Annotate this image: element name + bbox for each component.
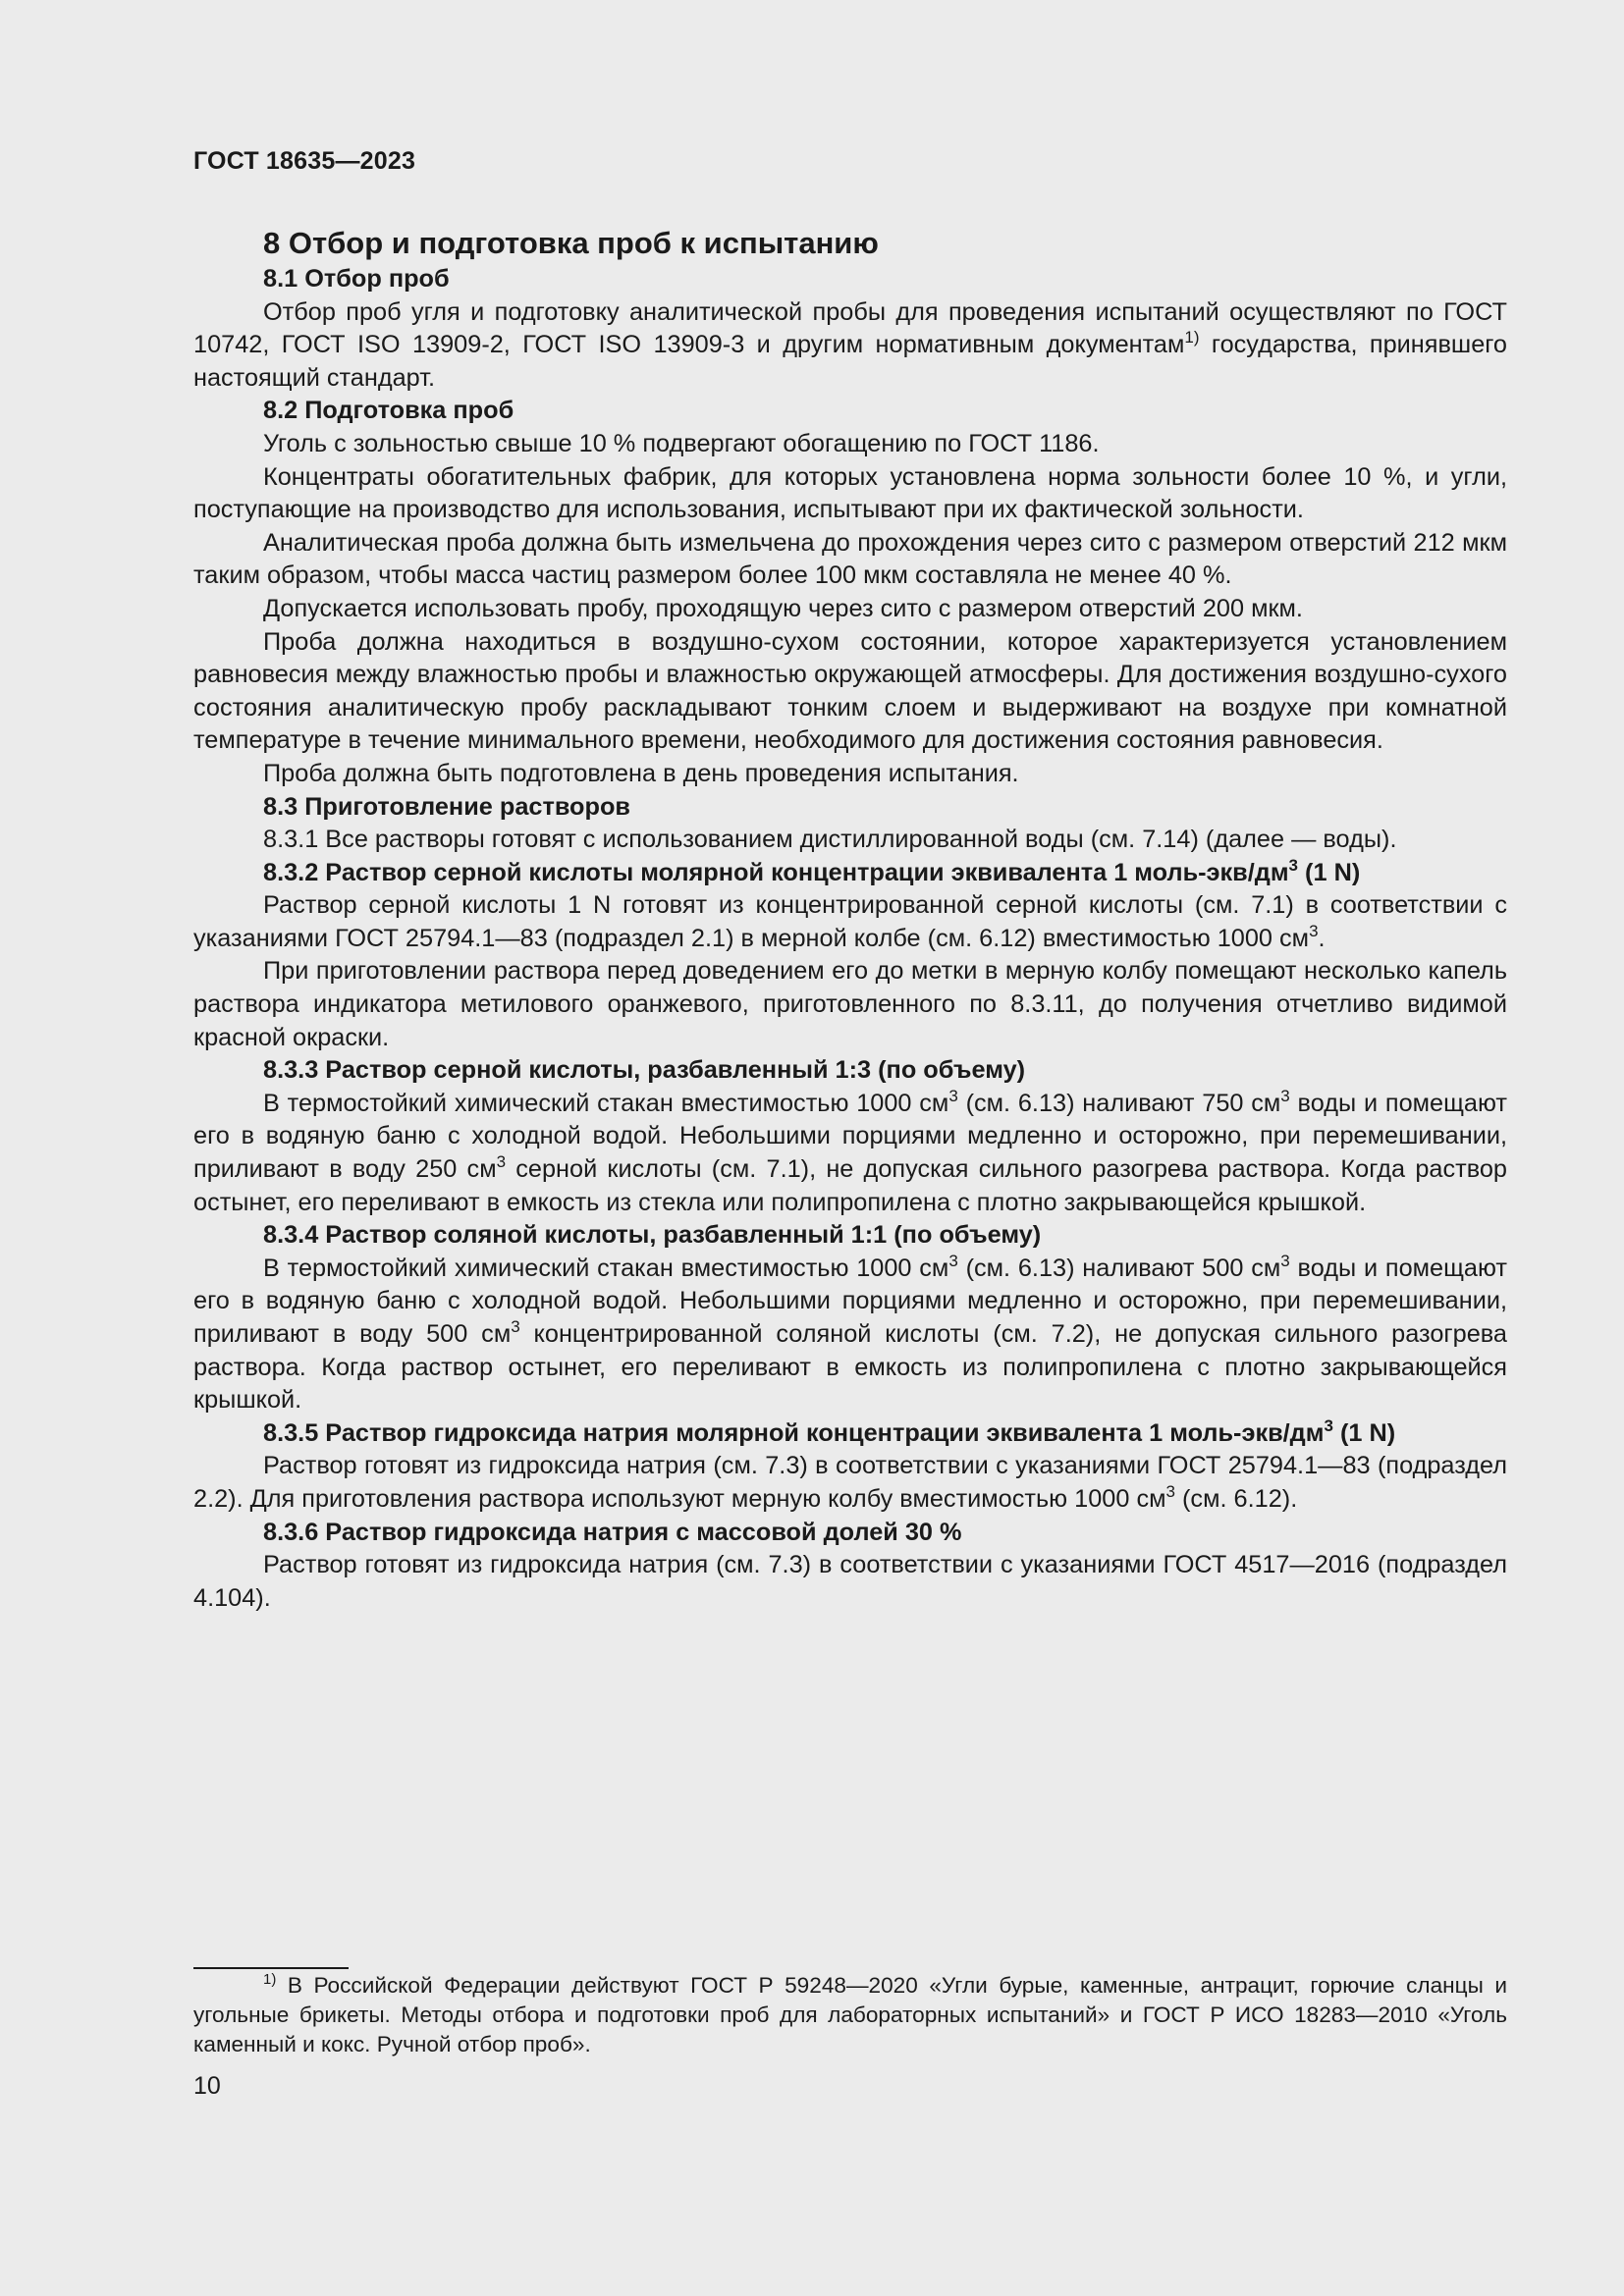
footnote-ref: 1): [1184, 328, 1200, 347]
paragraph-8-2-2: Концентраты обогатительных фабрик, для которых установлена норма зольности более 10 %, и угли, поступающие на производство для использования, испытывают при их фактической зольности.: [193, 462, 1507, 524]
superscript: 3: [948, 1086, 958, 1105]
clause-title-text: 8.3.4 Раствор соляной кислоты, разбавленный 1:1 (по объему): [263, 1221, 1042, 1250]
paragraph-text: В термостойкий химический стакан вместимостью 1000 см: [263, 1254, 949, 1282]
paragraph-text: .: [1318, 924, 1326, 952]
superscript: 3: [948, 1251, 958, 1270]
clause-8-3-6-paragraph: Раствор готовят из гидроксида натрия (см. 7.3) в соответствии с указаниями ГОСТ 4517—2016 (подраздел 4.104).: [193, 1551, 1507, 1612]
footnote-mark: 1): [263, 1971, 277, 1988]
footnote: [193, 1971, 1507, 2059]
paragraph-8-2-6: Проба должна быть подготовлена в день проведения испытания.: [263, 759, 1019, 787]
superscript: 3: [1324, 1415, 1333, 1435]
superscript: 3: [1165, 1481, 1175, 1501]
footnote-text: В Российской Федерации действуют ГОСТ Р 59248—2020 «Угли бурые, каменные, антрацит, горючие сланцы и угольные брикеты. Методы отбора и подготовки проб для лабораторных испытаний» и ГОСТ Р ИСО 18283—2010 «Уголь каменный и кокс. Ручной отбор проб».: [193, 1973, 1507, 2056]
clause-8-3-1: 8.3.1 Все растворы готовят с использованием дистиллированной воды (см. 7.14) (далее — воды).: [263, 826, 1397, 854]
paragraph-text: концентрированной соляной кислоты (см. 7.2), не допуская сильного разогрева раствора. Когда раствор остынет, его переливают в емкость из полипропилена с плотно закрывающейся крышкой.: [193, 1320, 1507, 1415]
superscript: 3: [1288, 855, 1299, 875]
clause-8-3-2-title: [193, 857, 1507, 890]
clause-title-text: (1 N): [1298, 858, 1361, 886]
clause-title-text: 8.3.5 Раствор гидроксида натрия молярной концентрации эквивалента 1 моль-экв/дм: [263, 1418, 1325, 1447]
superscript: 3: [1280, 1086, 1290, 1105]
clause-8-3-3-title: [193, 1054, 1507, 1088]
paragraph-text: Раствор готовят из гидроксида натрия (см. 7.3) в соответствии с указаниями ГОСТ 25794.1—83 (подраздел 2.2). Для приготовления раствора используют мерную колбу вместимостью 1000 см: [193, 1452, 1507, 1513]
clause-8-3-5-paragraph: [193, 1450, 1507, 1516]
clause-8-3-4-title: [193, 1219, 1507, 1253]
paragraph-text: В термостойкий химический стакан вместимостью 1000 см: [263, 1089, 949, 1117]
clause-title-text: 8.3.3 Раствор серной кислоты, разбавленный 1:3 (по объему): [263, 1056, 1026, 1085]
subsection-title-8-1: 8.1 Отбор проб: [263, 265, 450, 293]
paragraph-text: серной кислоты (см. 7.1), не допуская сильного разогрева раствора. Когда раствор остынет, его переливают в емкость из стекла или полипропилена с плотно закрывающейся крышкой.: [193, 1155, 1507, 1216]
superscript: 3: [1280, 1251, 1290, 1270]
paragraph-text: Отбор проб угля и подготовку аналитической пробы для проведения испытаний осуществляют по ГОСТ 10742, ГОСТ ISO 13909-2, ГОСТ ISO 13909-3 и другим нормативным документам: [193, 297, 1507, 359]
page-content: [193, 224, 1507, 1615]
clause-8-3-6-title: [193, 1517, 1507, 1550]
superscript: 3: [1309, 921, 1319, 940]
clause-8-3-3-paragraph: [193, 1088, 1507, 1219]
paragraph-text: (см. 6.12).: [1174, 1484, 1298, 1513]
clause-8-3-2-paragraph-1: [193, 889, 1507, 955]
subsection-title-8-2: 8.2 Подготовка проб: [263, 397, 514, 425]
section-title: 8 Отбор и подготовка проб к испытанию: [263, 226, 879, 260]
superscript: 3: [496, 1152, 507, 1172]
paragraph-8-2-5: Проба должна находиться в воздушно-сухом состоянии, которое характеризуется установлением равновесия между влажностью пробы и влажностью окружающей атмосферы. Для достижения воздушно-сухого состояния аналитическую пробу раскладывают тонким слоем и выдерживают на воздухе при комнатной температуре в течение минимального времени, необходимого для достижения состояния равновесия.: [193, 627, 1507, 755]
paragraph-8-1: [193, 296, 1507, 396]
clause-title-text: 8.3.2 Раствор серной кислоты молярной концентрации эквивалента 1 моль-экв/дм: [263, 858, 1289, 886]
clause-8-3-2-paragraph-2: При приготовлении раствора перед доведением его до метки в мерную колбу помещают несколько капель раствора индикатора метилового оранжевого, приготовленного по 8.3.11, до получения отчетливо видимой красной окраски.: [193, 957, 1507, 1051]
superscript: 3: [511, 1317, 520, 1336]
subsection-title-8-3: 8.3 Приготовление растворов: [263, 792, 630, 821]
paragraph-text: воды и помещают его в водяную баню с холодной водой. Небольшими порциями медленно и осторожно, при перемешивании, приливают в воду 500 см: [193, 1254, 1507, 1348]
clause-8-3-5-title: [193, 1417, 1507, 1451]
paragraph-text: государства, принявшего настоящий стандарт.: [193, 331, 1507, 392]
clause-8-3-4-paragraph: [193, 1253, 1507, 1417]
paragraph-8-2-1: Уголь с зольностью свыше 10 % подвергают обогащению по ГОСТ 1186.: [263, 429, 1100, 457]
footnote-divider: [193, 1967, 349, 1969]
paragraph-text: воды и помещают его в водяную баню с холодной водой. Небольшими порциями медленно и осторожно, при перемешивании, приливают в воду 250 см: [193, 1089, 1507, 1184]
paragraph-text: (см. 6.13) наливают 750 см: [957, 1089, 1281, 1117]
clause-title-text: (1 N): [1332, 1418, 1396, 1447]
paragraph-8-2-3: Аналитическая проба должна быть измельчена до прохождения через сито с размером отверстий 212 мкм таким образом, чтобы масса частиц размером более 100 мкм составляла не менее 40 %.: [193, 528, 1507, 590]
page-number: 10: [193, 2072, 221, 2100]
clause-title-text: 8.3.6 Раствор гидроксида натрия с массовой долей 30 %: [263, 1518, 962, 1546]
paragraph-text: Раствор серной кислоты 1 N готовят из концентрированной серной кислоты (см. 7.1) в соответствии с указаниями ГОСТ 25794.1—83 (подраздел 2.1) в мерной колбе (см. 6.12) вместимостью 1000 см: [193, 891, 1507, 952]
paragraph-8-2-4: Допускается использовать пробу, проходящую через сито с размером отверстий 200 мкм.: [263, 594, 1303, 622]
document-code: ГОСТ 18635—2023: [193, 147, 416, 175]
paragraph-text: (см. 6.13) наливают 500 см: [957, 1254, 1281, 1282]
